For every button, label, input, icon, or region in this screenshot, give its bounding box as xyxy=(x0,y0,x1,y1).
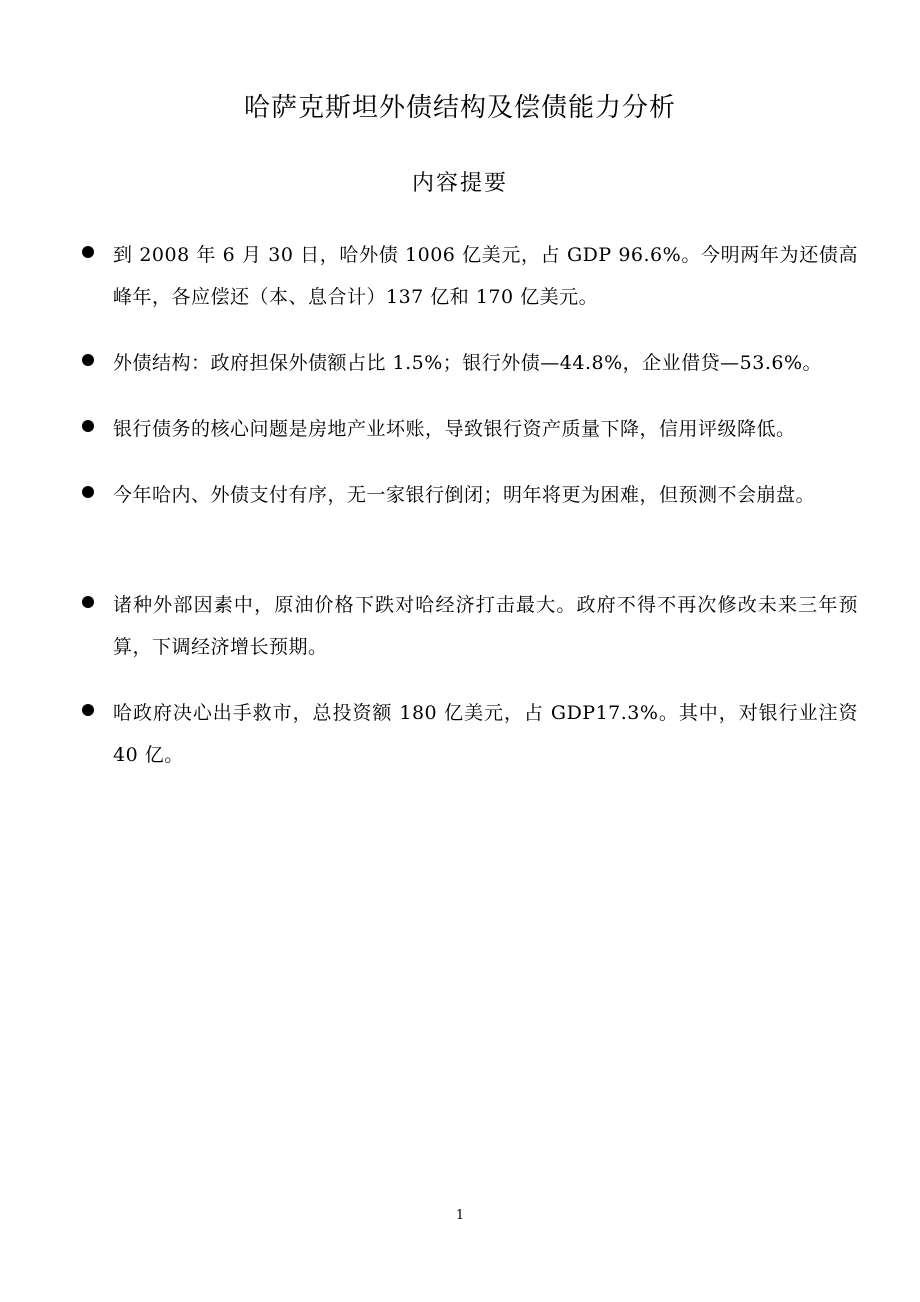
bullet-dot-icon xyxy=(82,420,94,432)
bullet-text: 今年哈内、外债支付有序，无一家银行倒闭；明年将更为困难，但预测不会崩盘。 xyxy=(113,484,816,506)
bullet-dot-icon xyxy=(82,596,94,608)
bullet-text: 诸种外部因素中，原油价格下跌对哈经济打击最大。政府不得不再次修改未来三年预算，下调经济增长预期。 xyxy=(113,594,858,658)
bullet-text: 哈政府决心出手救市，总投资额 180 亿美元，占 GDP17.3%。其中，对银行业注资 40 亿。 xyxy=(113,702,858,766)
summary-heading: 内容提要 xyxy=(411,171,508,196)
bullet-text: 外债结构：政府担保外债额占比 1.5%；银行外债—44.8%，企业借贷—53.6%。 xyxy=(113,352,823,374)
bullet-dot-icon xyxy=(82,354,94,366)
bullet-dot-icon xyxy=(82,246,94,258)
document-title: 哈萨克斯坦外债结构及偿债能力分析 xyxy=(243,93,676,123)
bullet-text: 到 2008 年 6 月 30 日，哈外债 1006 亿美元，占 GDP 96.6%。今明两年为还债高峰年，各应偿还（本、息合计）137 亿和 170 亿美元。 xyxy=(113,244,858,308)
bullet-dot-icon xyxy=(82,486,94,498)
bullet-text: 银行债务的核心问题是房地产业坏账，导致银行资产质量下降，信用评级降低。 xyxy=(113,418,796,440)
bullet-dot-icon xyxy=(82,704,94,716)
page-number: 1 xyxy=(455,1208,465,1223)
